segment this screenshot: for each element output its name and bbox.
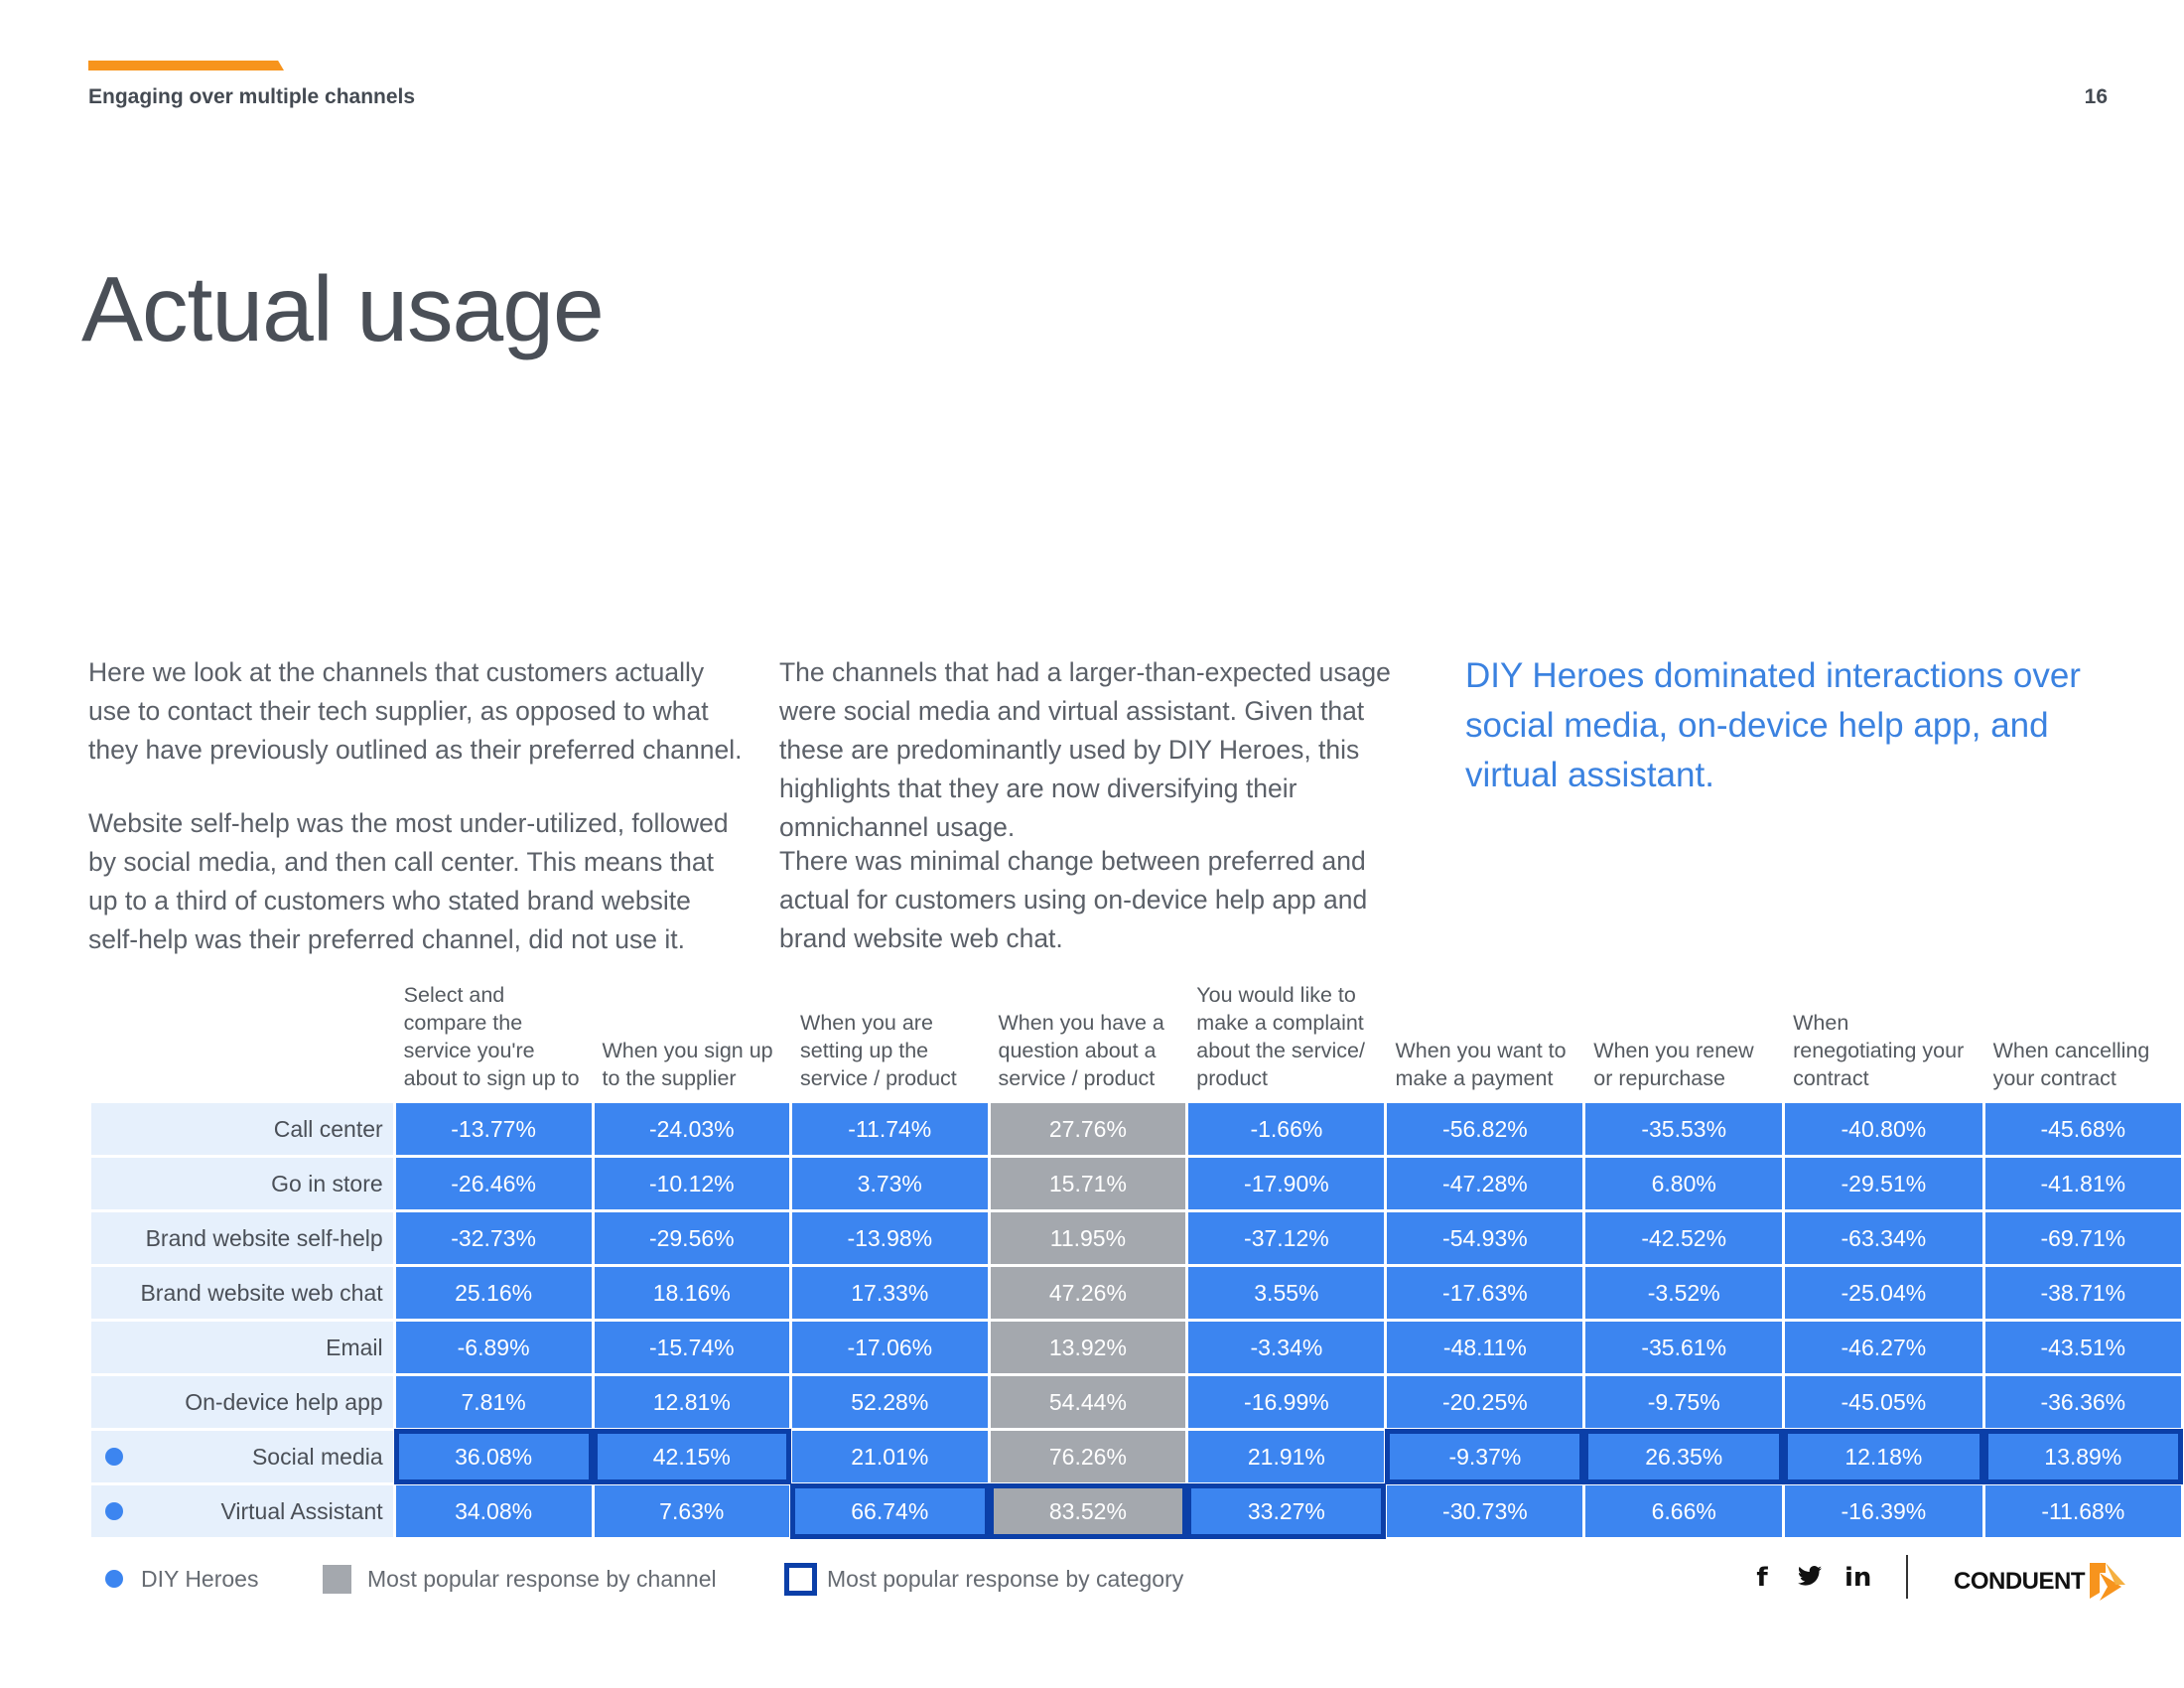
column-header: When cancelling your contract — [1992, 1039, 2150, 1090]
table-cell: -16.39% — [1785, 1485, 1981, 1537]
row-label — [91, 1267, 393, 1319]
column-header: When you have a question about a service / product — [998, 1011, 1164, 1090]
row-label-text: Go in store — [271, 1170, 383, 1196]
minimal-change-paragraph: There was minimal change between preferred and actual for customers using on-device help app and brand website web chat. — [779, 846, 1368, 953]
column-header: When you are setting up the service / product — [800, 1011, 957, 1090]
linkedin-icon[interactable]: in — [1844, 1563, 1872, 1593]
row-label-text: Brand website web chat — [140, 1279, 383, 1306]
table-row — [91, 1485, 2181, 1537]
table-cell: -63.34% — [1785, 1212, 1981, 1264]
table-cell: -69.71% — [1985, 1212, 2181, 1264]
table-cell: -37.12% — [1188, 1212, 1384, 1264]
table-cell: -25.04% — [1785, 1267, 1981, 1319]
table-cell: -9.37% — [1387, 1431, 1582, 1482]
table-row — [91, 1267, 2181, 1319]
table-cell: -35.61% — [1585, 1322, 1782, 1373]
row-label — [91, 1376, 393, 1428]
table-row — [91, 1158, 2181, 1209]
table-cell: 47.26% — [991, 1267, 1186, 1319]
table-row — [91, 1103, 2181, 1155]
social-links — [1749, 1563, 1870, 1593]
table-header-row — [91, 981, 2181, 1100]
table-cell: -30.73% — [1387, 1485, 1582, 1537]
table-cell: 25.16% — [396, 1267, 592, 1319]
table-cell: -24.03% — [595, 1103, 790, 1155]
table-cell: 3.55% — [1188, 1267, 1384, 1319]
table-cell: -17.90% — [1188, 1158, 1384, 1209]
table-cell: -29.56% — [595, 1212, 790, 1264]
twitter-icon[interactable] — [1797, 1563, 1823, 1593]
table-cell: 11.95% — [991, 1212, 1186, 1264]
row-label-text: Email — [326, 1334, 383, 1360]
table-cell: -6.89% — [396, 1322, 592, 1373]
table-cell: 12.81% — [595, 1376, 790, 1428]
larger-usage-paragraph: The channels that had a larger-than-expected usage were social media and virtual assistant. Given that these are predominantly used by DIY Heroes, this highlights that they are now diversifying their omnichannel usage. — [779, 657, 1391, 842]
table-cell: -40.80% — [1785, 1103, 1981, 1155]
table-cell: 3.73% — [792, 1158, 987, 1209]
table-cell: 76.26% — [991, 1431, 1186, 1482]
table-cell: -41.81% — [1985, 1158, 2181, 1209]
row-label — [91, 1485, 393, 1537]
table-cell: 34.08% — [396, 1485, 592, 1537]
table-cell: 13.89% — [1985, 1431, 2181, 1482]
table-cell: 66.74% — [792, 1485, 987, 1537]
table-cell: -17.06% — [792, 1322, 987, 1373]
table-cell: 6.66% — [1585, 1485, 1782, 1537]
table-cell: -10.12% — [595, 1158, 790, 1209]
table-cell: 15.71% — [991, 1158, 1186, 1209]
table-cell: -35.53% — [1585, 1103, 1782, 1155]
table-cell: -11.68% — [1985, 1485, 2181, 1537]
table-cell: 12.18% — [1785, 1431, 1981, 1482]
table-cell: -45.05% — [1785, 1376, 1981, 1428]
table-cell: -54.93% — [1387, 1212, 1582, 1264]
row-label-text: On-device help app — [185, 1388, 383, 1415]
table-cell: -20.25% — [1387, 1376, 1582, 1428]
table-cell: -13.98% — [792, 1212, 987, 1264]
table-cell: -13.77% — [396, 1103, 592, 1155]
conduent-logo-text: CONDUENT — [1954, 1568, 2085, 1595]
table-cell: 36.08% — [396, 1431, 592, 1482]
table-cell: -9.75% — [1585, 1376, 1782, 1428]
column-header: When renegotiating your contract — [1793, 1011, 1965, 1090]
table-cell: -47.28% — [1387, 1158, 1582, 1209]
row-label — [91, 1431, 393, 1482]
table-cell: 52.28% — [792, 1376, 987, 1428]
table-cell: 21.91% — [1188, 1431, 1384, 1482]
conduent-logo-icon — [2080, 1559, 2127, 1607]
outlined-square-icon — [784, 1563, 817, 1596]
legend-label: Most popular response by category — [827, 1565, 1184, 1592]
row-label — [91, 1103, 393, 1155]
table-cell: -11.74% — [792, 1103, 987, 1155]
table-cell: -17.63% — [1387, 1267, 1582, 1319]
table-cell: 7.81% — [396, 1376, 592, 1428]
column-header: You would like to make a complaint about the service/ product — [1196, 983, 1365, 1090]
footer-divider — [1906, 1555, 1908, 1599]
table-cell: -45.68% — [1985, 1103, 2181, 1155]
accent-bar — [88, 61, 284, 70]
table-cell: 33.27% — [1188, 1485, 1384, 1537]
legend-diy-heroes — [105, 1562, 258, 1596]
table-cell: -26.46% — [396, 1158, 592, 1209]
table-cell: 6.80% — [1585, 1158, 1782, 1209]
table-row — [91, 1212, 2181, 1264]
table-cell: -16.99% — [1188, 1376, 1384, 1428]
section-title: Engaging over multiple channels — [88, 85, 416, 108]
table-cell: -32.73% — [396, 1212, 592, 1264]
table-cell: -15.74% — [595, 1322, 790, 1373]
legend-label: DIY Heroes — [141, 1565, 259, 1592]
callout-quote: DIY Heroes dominated interactions over social media, on-device help app, and virtual assistant. — [1465, 656, 2081, 794]
legend-by-category — [784, 1562, 1183, 1596]
table-cell: -48.11% — [1387, 1322, 1582, 1373]
intro-paragraph: Here we look at the channels that customers actually use to contact their tech supplier, as opposed to what they have previously outlined as their preferred channel. — [88, 657, 743, 765]
row-label — [91, 1158, 393, 1209]
table-row — [91, 1431, 2181, 1482]
table-cell: 7.63% — [595, 1485, 790, 1537]
row-label — [91, 1212, 393, 1264]
column-header: Select and compare the service you're about to sign up to — [403, 983, 580, 1090]
row-label-text: Virtual Assistant — [220, 1497, 383, 1524]
table-cell: -36.36% — [1985, 1376, 2181, 1428]
table-cell: 27.76% — [991, 1103, 1186, 1155]
diy-heroes-dot-icon — [105, 1502, 123, 1520]
table-cell: 42.15% — [595, 1431, 790, 1482]
row-label-text: Call center — [273, 1115, 383, 1142]
page-title: Actual usage — [81, 257, 604, 360]
table-cell: -43.51% — [1985, 1322, 2181, 1373]
row-label-text: Social media — [251, 1443, 383, 1470]
table-cell: 17.33% — [792, 1267, 987, 1319]
page-number: 16 — [2084, 85, 2108, 108]
table-cell: -56.82% — [1387, 1103, 1582, 1155]
table-cell: 83.52% — [991, 1485, 1186, 1537]
table-cell: -38.71% — [1985, 1267, 2181, 1319]
table-cell: -3.52% — [1585, 1267, 1782, 1319]
table-cell: -46.27% — [1785, 1322, 1981, 1373]
gray-square-icon — [323, 1565, 351, 1594]
table-cell: -3.34% — [1188, 1322, 1384, 1373]
table-cell: 26.35% — [1585, 1431, 1782, 1482]
legend-by-channel — [323, 1562, 717, 1596]
table-row — [91, 1322, 2181, 1373]
table-cell: -29.51% — [1785, 1158, 1981, 1209]
row-label-text: Brand website self-help — [145, 1224, 383, 1251]
table-cell: 21.01% — [792, 1431, 987, 1482]
legend-label: Most popular response by channel — [367, 1565, 717, 1592]
usage-table — [88, 978, 2184, 1540]
facebook-icon[interactable]: f — [1756, 1563, 1768, 1593]
table-cell: -42.52% — [1585, 1212, 1782, 1264]
column-header: When you renew or repurchase — [1593, 1039, 1754, 1090]
table-row — [91, 1376, 2181, 1428]
table-cell: 13.92% — [991, 1322, 1186, 1373]
column-header: When you want to make a payment — [1395, 1039, 1567, 1090]
underutilized-paragraph: Website self-help was the most under-utilized, followed by social media, and then call center. This means that up to a third of customers who stated brand website self-help was their preferred channel, did not use it. — [88, 808, 729, 954]
table-corner — [91, 981, 393, 1100]
table-cell: 18.16% — [595, 1267, 790, 1319]
column-header: When you sign up to the supplier — [602, 1039, 773, 1090]
row-label — [91, 1322, 393, 1373]
diy-heroes-dot-icon — [105, 1448, 123, 1466]
table-cell: -1.66% — [1188, 1103, 1384, 1155]
table-cell: 54.44% — [991, 1376, 1186, 1428]
diy-heroes-dot-icon — [105, 1570, 123, 1588]
